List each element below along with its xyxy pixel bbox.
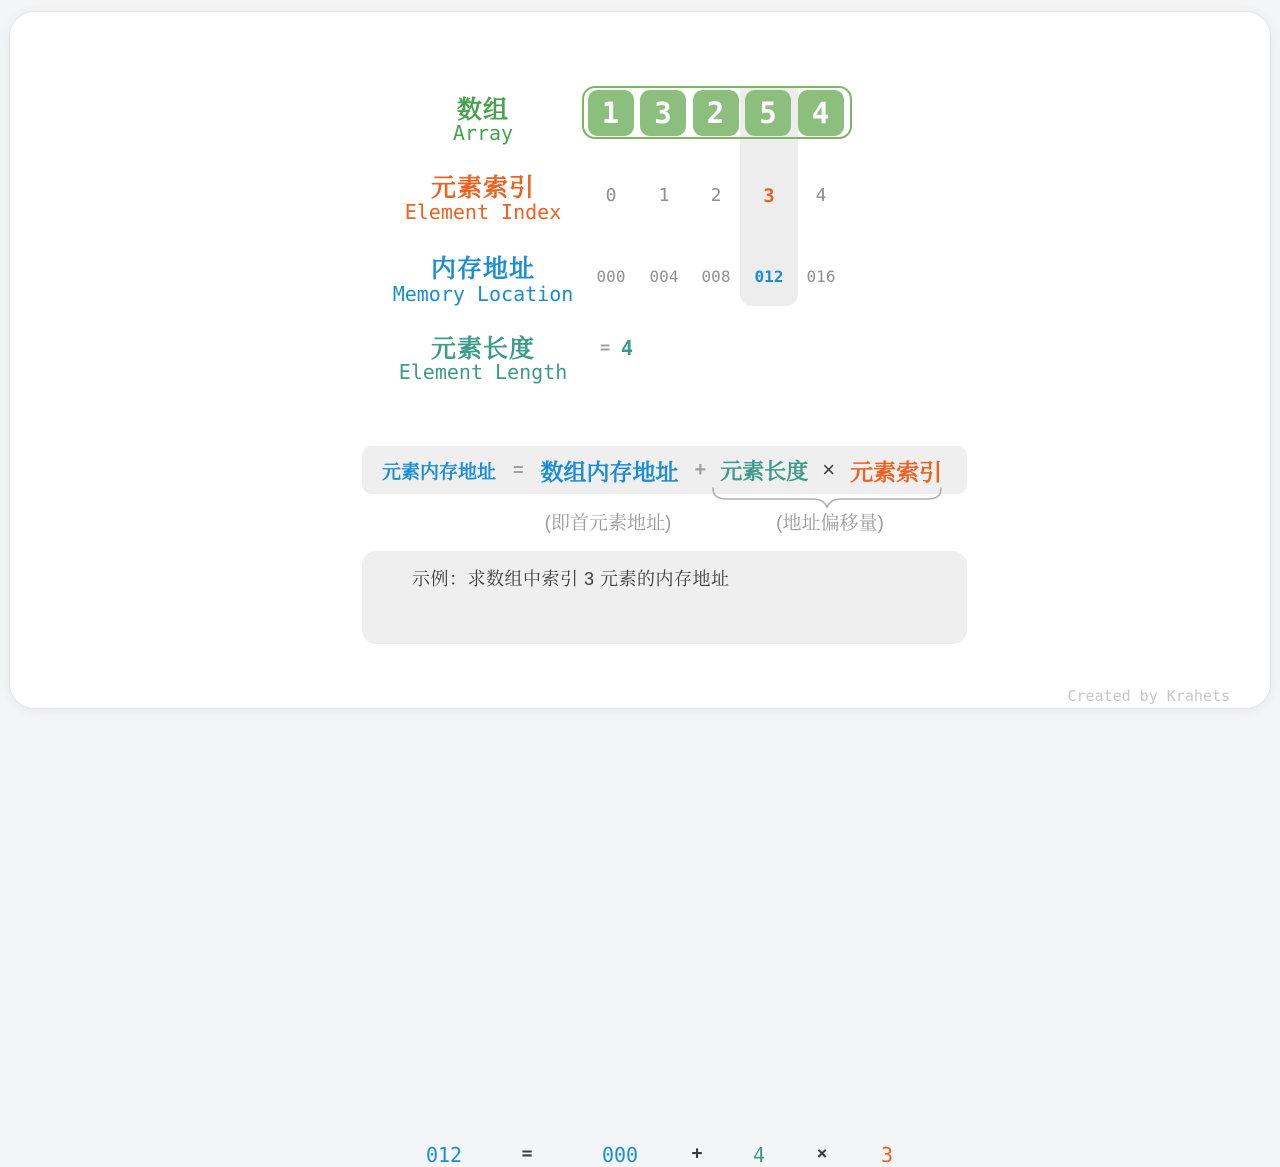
memory-label-en: Memory Location [392, 282, 574, 306]
figure-card [10, 12, 1270, 1167]
caption-base-address: (即首元素地址) [544, 513, 672, 534]
formula-index-term: 元素索引 [850, 458, 943, 485]
index-value: 2 [710, 185, 722, 206]
example-title: 示例：求数组中索引 3 元素的内存地址 [412, 569, 730, 589]
index-value: 0 [605, 185, 617, 206]
array-label-en: Array [452, 121, 514, 145]
formula-plus-sign: + [694, 458, 707, 481]
memory-label-zh: 内存地址 [430, 255, 536, 283]
index-value: 1 [658, 185, 670, 206]
memory-value-highlighted: 012 [754, 267, 784, 286]
index-value-highlighted: 3 [763, 185, 775, 207]
example-result-value: 012 [425, 1143, 463, 1167]
index-label-zh: 元素索引 [430, 174, 536, 202]
array-label-zh: 数组 [456, 96, 510, 124]
caption-address-offset: (地址偏移量) [776, 513, 884, 534]
array-cell: 1 [588, 90, 634, 136]
formula-result-term: 元素内存地址 [382, 461, 497, 483]
memory-value: 000 [596, 267, 626, 286]
memory-value: 008 [701, 267, 731, 286]
memory-value: 004 [649, 267, 679, 286]
index-label-en: Element Index [404, 200, 562, 224]
example-plus-sign: + [691, 1143, 703, 1164]
array-cell: 4 [798, 90, 844, 136]
example-times-sign: × [816, 1143, 828, 1164]
example-length-value: 4 [752, 1143, 766, 1167]
array-cell: 3 [640, 90, 686, 136]
length-label-zh: 元素长度 [430, 335, 536, 363]
example-equals-sign: = [521, 1143, 533, 1164]
array-container [582, 86, 852, 139]
array-cell: 2 [693, 90, 739, 136]
index-value: 4 [815, 185, 827, 206]
length-equals-sign: = [600, 338, 611, 358]
example-index-value: 3 [880, 1143, 894, 1167]
length-label-en: Element Length [398, 360, 568, 384]
formula-times-sign: × [822, 457, 836, 482]
underbrace-icon [711, 486, 943, 512]
credit-text: Created by Krahets [1067, 687, 1230, 705]
formula-base-term: 数组内存地址 [540, 458, 679, 485]
memory-value: 016 [806, 267, 836, 286]
length-value: 4 [621, 336, 634, 360]
example-box [362, 551, 967, 1167]
formula-length-term: 元素长度 [720, 458, 809, 484]
array-cell-highlighted: 5 [745, 90, 791, 136]
example-base-value: 000 [601, 1143, 639, 1167]
formula-equals-sign: = [513, 459, 524, 480]
